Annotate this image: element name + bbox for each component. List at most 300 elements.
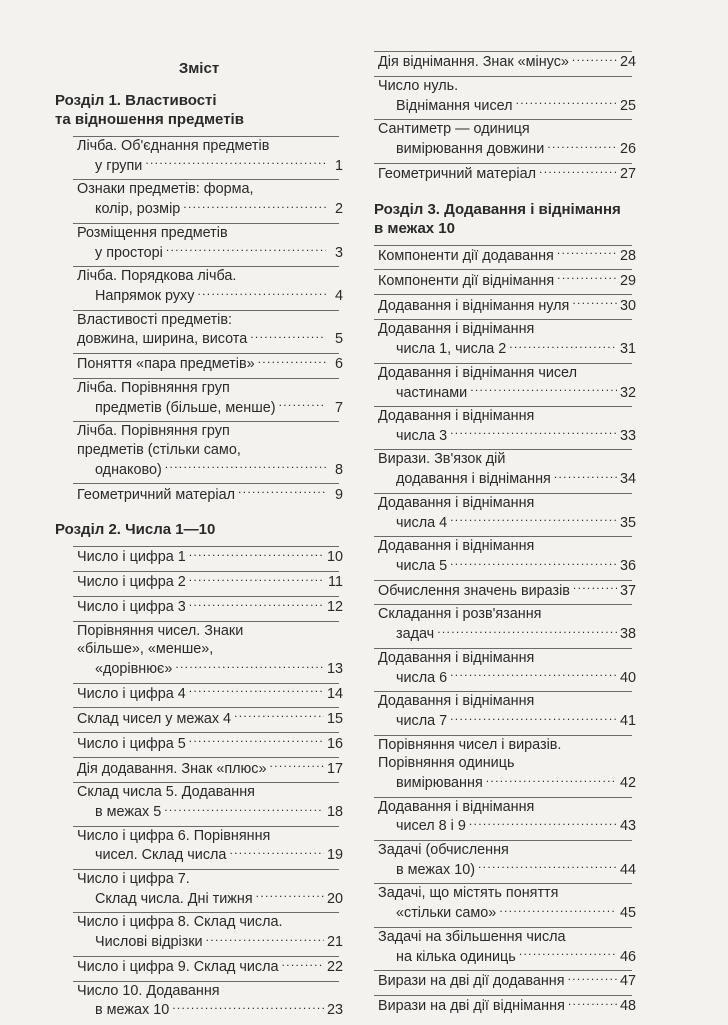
- toc-entry-text: Додавання і віднімання: [378, 649, 535, 666]
- page-number: 34: [619, 471, 636, 488]
- toc-entry[interactable]: [378, 246, 636, 266]
- page-number: 2: [334, 201, 343, 218]
- leader-dots: [189, 597, 324, 611]
- toc-entry-text: числа 6: [396, 669, 448, 686]
- leader-dots: [557, 270, 617, 284]
- toc-entry[interactable]: [378, 164, 636, 184]
- page-number: 10: [326, 549, 343, 566]
- toc-entry-line: [378, 816, 636, 836]
- toc-entry[interactable]: [77, 827, 343, 865]
- toc-entry-text: Число і цифра 9. Склад числа: [77, 959, 279, 976]
- leader-dots: [250, 329, 326, 343]
- leader-dots: [279, 397, 326, 411]
- toc-entry-text: Число і цифра 5: [77, 735, 186, 752]
- entry-divider: [73, 421, 339, 422]
- leader-dots: [166, 242, 326, 256]
- leader-dots: [516, 95, 617, 109]
- toc-entry-line: [378, 139, 636, 159]
- entry-divider: [73, 869, 339, 870]
- page-number: 16: [326, 735, 343, 752]
- toc-entry-text: Компоненти дії віднімання: [378, 272, 555, 289]
- leader-dots: [189, 684, 324, 698]
- leader-dots: [568, 971, 617, 985]
- leader-dots: [539, 164, 617, 178]
- page-number: 32: [619, 384, 636, 401]
- toc-entry-line: [77, 982, 343, 1001]
- leader-dots: [164, 802, 324, 816]
- toc-entry-text: числа 7: [396, 713, 448, 730]
- toc-entry-text: Додавання і віднімання: [378, 798, 535, 815]
- toc-entry[interactable]: [77, 622, 343, 679]
- page-number: 13: [326, 661, 343, 678]
- page-number: 9: [334, 486, 343, 503]
- toc-entry-line: [77, 441, 343, 460]
- toc-title: Зміст: [178, 60, 220, 77]
- page-number: 31: [619, 341, 636, 358]
- toc-entry-line: [378, 605, 636, 624]
- leader-dots: [189, 547, 324, 561]
- toc-entry-text: Обчислення значень виразів: [378, 582, 570, 599]
- page-number: 48: [619, 998, 636, 1015]
- leader-dots: [234, 708, 324, 722]
- leader-dots: [519, 946, 617, 960]
- toc-entry-text: Ознаки предметів: форма,: [77, 181, 254, 198]
- entry-divider: [374, 691, 632, 692]
- toc-entry-text: Додавання і віднімання: [378, 538, 535, 555]
- toc-entry-line: [378, 667, 636, 687]
- toc-entry[interactable]: [378, 996, 636, 1016]
- toc-entry-line: [77, 199, 343, 219]
- toc-entry-text: Додавання і віднімання: [378, 408, 535, 425]
- toc-entry-text: Число і цифра 7.: [77, 870, 190, 887]
- toc-entry-line: [77, 733, 343, 753]
- toc-entry-text: Склад чисел у межах 4: [77, 710, 232, 727]
- entry-divider: [73, 136, 339, 137]
- toc-entry-text: Задачі, що містять поняття: [378, 885, 559, 902]
- toc-entry-text: Лічба. Порядкова лічба.: [77, 268, 237, 285]
- toc-entry-line: [77, 354, 343, 374]
- entry-divider: [73, 378, 339, 379]
- toc-entry[interactable]: [378, 928, 636, 966]
- page-number: 18: [326, 804, 343, 821]
- page-number: 43: [619, 818, 636, 835]
- toc-entry-line: [378, 884, 636, 903]
- toc-entry-line: [378, 450, 636, 469]
- toc-entry[interactable]: [77, 224, 343, 262]
- toc-entry-line: [378, 270, 636, 290]
- toc-entry-line: [378, 928, 636, 947]
- toc-entry[interactable]: [77, 957, 343, 977]
- toc-entry[interactable]: [378, 537, 636, 575]
- leader-dots: [499, 903, 617, 917]
- toc-entry-line: [77, 286, 343, 306]
- toc-entry[interactable]: [378, 736, 636, 793]
- toc-entry-text: Вирази на дві дії додавання: [378, 973, 565, 990]
- toc-entry[interactable]: [77, 311, 343, 349]
- toc-entry-line: [378, 164, 636, 184]
- toc-entry-line: [77, 870, 343, 889]
- toc-entry-text: Властивості предметів:: [77, 311, 233, 328]
- toc-entry-text: Число 10. Додавання: [77, 982, 220, 999]
- section-heading: [55, 91, 343, 129]
- page-number: 6: [334, 356, 343, 373]
- leader-dots: [557, 246, 617, 260]
- toc-entry-line: [77, 845, 343, 865]
- toc-entry[interactable]: [378, 884, 636, 922]
- leader-dots: [270, 758, 324, 772]
- toc-entry-text: числа 4: [396, 514, 448, 531]
- page-number: 28: [619, 247, 636, 264]
- leader-dots: [450, 512, 617, 526]
- leader-dots: [554, 469, 617, 483]
- page-number: 27: [619, 166, 636, 183]
- leader-dots: [189, 733, 324, 747]
- entry-divider: [374, 119, 632, 120]
- toc-entry-line: [77, 572, 343, 592]
- toc-entry-line: [378, 903, 636, 923]
- leader-dots: [450, 711, 617, 725]
- toc-entry-line: [378, 773, 636, 793]
- toc-entry[interactable]: [378, 649, 636, 687]
- toc-entry-line: [77, 957, 343, 977]
- toc-entry-line: [378, 320, 636, 339]
- toc-entry-text: Число і цифра 6. Порівняння: [77, 827, 271, 844]
- toc-entry-text: Склад числа 5. Додавання: [77, 784, 255, 801]
- toc-entry[interactable]: [77, 758, 343, 778]
- entry-divider: [374, 406, 632, 407]
- entry-divider: [73, 912, 339, 913]
- leader-dots: [572, 52, 617, 66]
- toc-entry-line: [77, 684, 343, 704]
- leader-dots: [573, 581, 617, 595]
- toc-entry[interactable]: [77, 354, 343, 374]
- toc-entry-line: [77, 267, 343, 286]
- toc-entry-text: Число і цифра 1: [77, 549, 186, 566]
- toc-entry-line: [378, 736, 636, 755]
- toc-entry[interactable]: [77, 913, 343, 951]
- toc-entry-line: [378, 692, 636, 711]
- toc-entry-text: Компоненти дії додавання: [378, 247, 554, 264]
- toc-entry-text: Геометричний матеріал: [77, 486, 236, 503]
- toc-entry-text: «стільки само»: [396, 905, 497, 922]
- toc-entry-text: вимірювання довжини: [396, 141, 545, 158]
- toc-entry-line: [378, 711, 636, 731]
- toc-entry[interactable]: [378, 270, 636, 290]
- leader-dots: [197, 286, 326, 300]
- toc-entry-text: Дія додавання. Знак «плюс»: [77, 760, 267, 777]
- page-number: 25: [619, 97, 636, 114]
- toc-entry-text: Сантиметр — одиниця: [378, 121, 530, 138]
- toc-entry-text: Задачі (обчислення: [378, 841, 509, 858]
- toc-entry[interactable]: [378, 971, 636, 991]
- toc-entry-line: [378, 971, 636, 991]
- page-number: 22: [326, 959, 343, 976]
- toc-entry[interactable]: [378, 798, 636, 836]
- toc-entry-text: у групи: [95, 157, 143, 174]
- toc-entry[interactable]: [378, 692, 636, 730]
- toc-entry[interactable]: [77, 267, 343, 305]
- toc-entry-line: [378, 512, 636, 532]
- toc-entry[interactable]: [77, 484, 343, 504]
- toc-entry-text: Лічба. Об'єднання предметів: [77, 138, 270, 154]
- toc-entry[interactable]: [77, 180, 343, 218]
- page-number: 12: [326, 599, 343, 616]
- toc-entry-line: [77, 802, 343, 822]
- page-number: 11: [328, 574, 343, 591]
- toc-entry[interactable]: [378, 52, 636, 72]
- toc-entry[interactable]: [378, 407, 636, 445]
- toc-entry-line: [77, 640, 343, 659]
- toc-entry-line: [378, 364, 636, 383]
- leader-dots: [281, 957, 324, 971]
- entry-divider: [73, 223, 339, 224]
- page-number: 36: [619, 558, 636, 575]
- toc-entry-line: [77, 137, 343, 156]
- leader-dots: [568, 996, 617, 1010]
- toc-entry-line: [77, 459, 343, 479]
- toc-entry-line: [77, 708, 343, 728]
- page-number: 35: [619, 514, 636, 531]
- entry-divider: [374, 449, 632, 450]
- toc-entry-text: числа 5: [396, 558, 448, 575]
- section-heading: [374, 200, 636, 238]
- page-number: 40: [619, 669, 636, 686]
- leader-dots: [450, 556, 617, 570]
- toc-entry[interactable]: [378, 295, 636, 315]
- toc-entry[interactable]: [378, 120, 636, 158]
- toc-entry-text: Число і цифра 2: [77, 574, 186, 591]
- toc-entry-line: [77, 827, 343, 846]
- toc-entry-text: додавання і віднімання: [396, 471, 551, 488]
- entry-divider: [374, 648, 632, 649]
- toc-entry-line: [77, 547, 343, 567]
- toc-entry-text: частинами: [396, 384, 468, 401]
- toc-entry-text: Лічба. Порівняння груп: [77, 379, 230, 396]
- section-heading-line: Розділ 1. Властивості: [55, 92, 217, 109]
- toc-entry-text: вимірювання: [396, 775, 483, 792]
- entry-divider: [374, 363, 632, 364]
- toc-entry[interactable]: [77, 422, 343, 479]
- toc-entry-text: предметів (більше, менше): [95, 399, 276, 416]
- page-number: 46: [619, 948, 636, 965]
- toc-entry-line: [378, 120, 636, 139]
- toc-right-column: [374, 52, 636, 1021]
- toc-left-column: [55, 52, 343, 1025]
- entry-divider: [374, 76, 632, 77]
- toc-entry-text: Вирази. Зв'язок дій: [378, 451, 506, 468]
- toc-entry-line: [378, 469, 636, 489]
- page-number: 14: [326, 685, 343, 702]
- toc-entry-text: Додавання і віднімання: [378, 321, 535, 338]
- page-number: 26: [619, 141, 636, 158]
- entry-divider: [73, 179, 339, 180]
- toc-entry-line: [77, 597, 343, 617]
- toc-entry-line: [77, 659, 343, 679]
- toc-entry[interactable]: [77, 597, 343, 617]
- section-heading-line: в межах 10: [374, 219, 455, 237]
- toc-entry-line: [77, 758, 343, 778]
- toc-entry-text: Число і цифра 8. Склад числа.: [77, 914, 283, 931]
- toc-entry-line: [378, 246, 636, 266]
- entry-divider: [374, 883, 632, 884]
- toc-entry[interactable]: [378, 77, 636, 115]
- leader-dots: [486, 773, 617, 787]
- leader-dots: [258, 354, 326, 368]
- toc-entry[interactable]: [378, 494, 636, 532]
- toc-entry-line: [77, 180, 343, 199]
- page-number: 8: [334, 461, 343, 478]
- toc-entry-line: [77, 888, 343, 908]
- toc-entry-text: Напрямок руху: [95, 288, 195, 305]
- leader-dots: [256, 888, 324, 902]
- toc-entry-text: Порівняння чисел. Знаки: [77, 622, 244, 639]
- entry-divider: [73, 310, 339, 311]
- page-number: 20: [326, 890, 343, 907]
- toc-entry-line: [378, 494, 636, 513]
- toc-entry-text: Числові відрізки: [95, 934, 203, 951]
- leader-dots: [469, 816, 617, 830]
- page-number: 33: [619, 427, 636, 444]
- page-number: 30: [619, 297, 636, 314]
- toc-entry-line: [77, 156, 343, 176]
- page-number: 21: [326, 934, 343, 951]
- entry-divider: [374, 319, 632, 320]
- toc-entry-line: [77, 622, 343, 641]
- toc-entry[interactable]: [378, 605, 636, 643]
- toc-entry-text: чисел 8 і 9: [396, 818, 466, 835]
- toc-entry-line: [77, 1000, 343, 1020]
- leader-dots: [478, 859, 617, 873]
- toc-entry-text: Додавання і віднімання нуля: [378, 297, 570, 314]
- toc-entry-text: Порівняння одиниць: [378, 755, 515, 772]
- toc-entry[interactable]: [378, 581, 636, 601]
- toc-entry-line: [77, 242, 343, 262]
- toc-entry-text: «дорівнює»: [95, 661, 173, 678]
- toc-entry-line: [77, 932, 343, 952]
- page-number: 5: [334, 331, 343, 348]
- toc-entry-text: в межах 10): [396, 861, 476, 878]
- entry-divider: [374, 735, 632, 736]
- toc-entry-text: задач: [396, 626, 435, 643]
- leader-dots: [229, 845, 324, 859]
- toc-entry-line: [77, 422, 343, 441]
- toc-entry-line: [378, 95, 636, 115]
- page-number: 1: [334, 157, 343, 174]
- toc-entry-text: колір, розмір: [95, 201, 181, 218]
- toc-entry[interactable]: [77, 379, 343, 417]
- page-number: 19: [326, 847, 343, 864]
- toc-entry-text: Задачі на збільшення числа: [378, 928, 566, 945]
- toc-entry-text: Вирази на дві дії віднімання: [378, 998, 565, 1015]
- leader-dots: [145, 156, 326, 170]
- toc-entry[interactable]: [378, 841, 636, 879]
- toc-entry-line: [378, 946, 636, 966]
- page-number: 29: [619, 272, 636, 289]
- toc-entry-text: «більше», «менше»,: [77, 641, 214, 658]
- toc-entry-text: Число і цифра 3: [77, 599, 186, 616]
- page-number: 45: [619, 905, 636, 922]
- toc-entry-line: [77, 311, 343, 330]
- toc-entry-line: [378, 859, 636, 879]
- toc-entry-text: однаково): [95, 461, 162, 478]
- toc-entry[interactable]: [77, 547, 343, 567]
- toc-entry[interactable]: [77, 982, 343, 1020]
- leader-dots: [165, 459, 326, 473]
- page-number: 37: [619, 582, 636, 599]
- toc-entry[interactable]: [77, 572, 343, 592]
- leader-dots: [189, 572, 325, 586]
- page-number: 24: [619, 54, 636, 71]
- toc-entry[interactable]: [378, 320, 636, 358]
- entry-divider: [374, 797, 632, 798]
- toc-entry-text: Додавання і віднімання: [378, 494, 535, 511]
- toc-entry-text: у просторі: [95, 244, 163, 261]
- toc-entry-text: Розміщення предметів: [77, 224, 228, 241]
- toc-entry-text: Додавання і віднімання чисел: [378, 364, 577, 381]
- toc-entry[interactable]: [77, 708, 343, 728]
- toc-entry-line: [378, 798, 636, 817]
- toc-entry[interactable]: [77, 870, 343, 908]
- toc-entry-line: [378, 581, 636, 601]
- toc-entry-line: [378, 537, 636, 556]
- toc-entry-line: [378, 841, 636, 860]
- toc-entry-text: Число і цифра 4: [77, 685, 186, 702]
- toc-entry[interactable]: [77, 783, 343, 821]
- leader-dots: [450, 426, 617, 440]
- toc-entry-text: Дія віднімання. Знак «мінус»: [378, 54, 569, 71]
- page-number: 15: [326, 710, 343, 727]
- leader-dots: [572, 295, 617, 309]
- toc-entry-text: чисел. Склад числа: [95, 847, 227, 864]
- section-heading: [55, 520, 343, 539]
- toc-entry[interactable]: [77, 137, 343, 175]
- toc-entry-line: [77, 397, 343, 417]
- page-number: 23: [326, 1002, 343, 1019]
- toc-entry-line: [378, 426, 636, 446]
- section-heading-line: Розділ 2. Числа 1—10: [55, 521, 216, 539]
- toc-entry-line: [378, 649, 636, 668]
- toc-entry-text: на кілька одиниць: [396, 948, 516, 965]
- toc-entry-line: [77, 913, 343, 932]
- toc-entry[interactable]: [77, 684, 343, 704]
- leader-dots: [238, 484, 326, 498]
- toc-entry-line: [378, 754, 636, 773]
- page-number: 44: [619, 861, 636, 878]
- page-number: 4: [334, 288, 343, 305]
- entry-divider: [374, 604, 632, 605]
- entry-divider: [374, 536, 632, 537]
- toc-entry-text: Геометричний матеріал: [378, 166, 537, 183]
- leader-dots: [183, 199, 326, 213]
- toc-entry[interactable]: [378, 364, 636, 402]
- entry-divider: [374, 840, 632, 841]
- toc-entry[interactable]: [77, 733, 343, 753]
- toc-entry[interactable]: [378, 450, 636, 488]
- entry-divider: [374, 493, 632, 494]
- page-number: 47: [619, 973, 636, 990]
- toc-entry-text: Порівняння чисел і виразів.: [378, 736, 562, 753]
- toc-entry-line: [77, 329, 343, 349]
- toc-entry-text: Лічба. Порівняння груп: [77, 423, 230, 440]
- entry-divider: [73, 826, 339, 827]
- leader-dots: [206, 932, 324, 946]
- leader-dots: [172, 1000, 324, 1014]
- leader-dots: [470, 382, 617, 396]
- toc-entry-text: Число нуль.: [378, 77, 459, 94]
- toc-entry-line: [378, 295, 636, 315]
- entry-divider: [73, 782, 339, 783]
- toc-entry-line: [77, 484, 343, 504]
